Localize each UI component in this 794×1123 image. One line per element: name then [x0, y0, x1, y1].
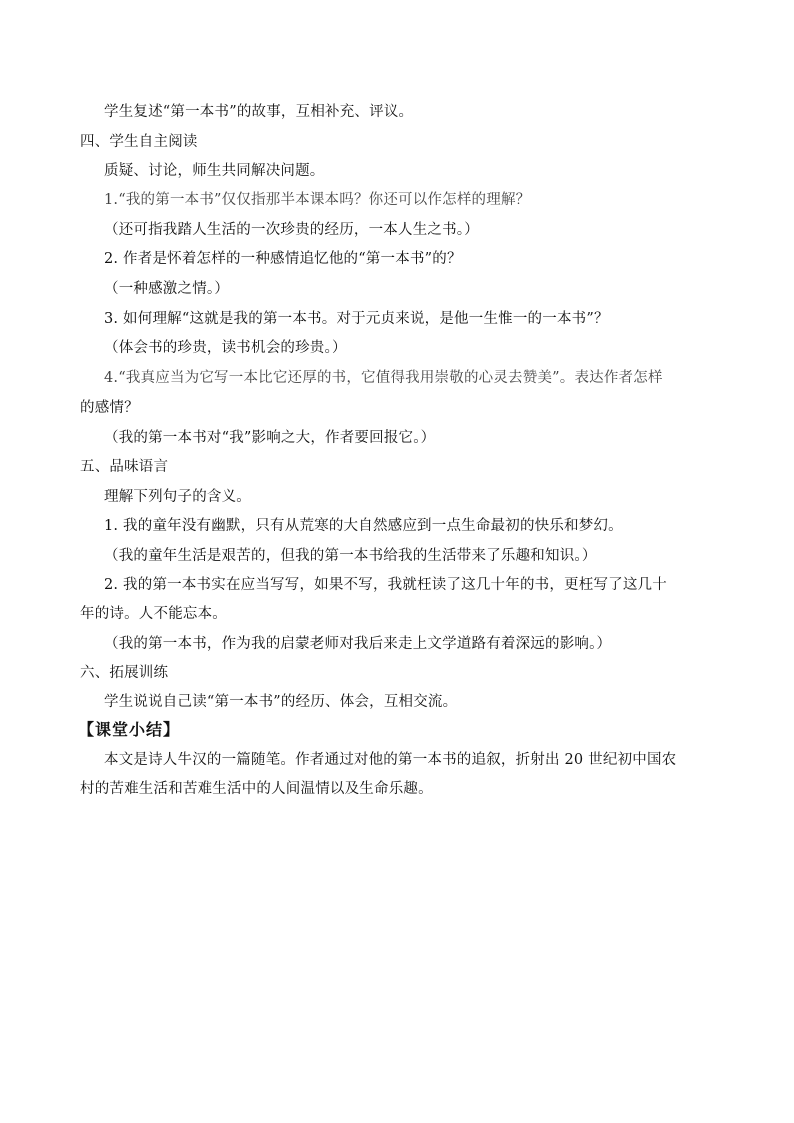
question-line: 1. 我的童年没有幽默，只有从荒寒的大自然感应到一点生命最初的快乐和梦幻。	[104, 518, 623, 534]
text-line: 质疑、讨论，师生共同解决问题。	[104, 163, 325, 179]
text-line: 学生复述“第一本书”的故事，互相补充、评议。	[104, 104, 414, 120]
answer-line: （我的童年生活是艰苦的，但我的第一本书给我的生活带来了乐趣和知识。）	[104, 548, 597, 564]
summary-text-line: 村的苦难生活和苦难生活中的人间温情以及生命乐趣。	[80, 781, 433, 797]
summary-heading: 【课堂小结】	[78, 720, 181, 739]
text-line: 理解下列句子的含义。	[104, 489, 251, 505]
question-line-continued: 的感情？	[80, 400, 139, 416]
answer-line: （一种感激之情。）	[104, 281, 230, 297]
section-heading: 五、品味语言	[80, 459, 169, 475]
question-line: 1.“我的第一本书”仅仅指那半本课本吗？你还可以作怎样的理解？	[104, 192, 531, 208]
answer-line: （我的第一本书，作为我的启蒙老师对我后来走上文学道路有着深远的影响。）	[104, 636, 612, 652]
text-line: 学生说说自己读“第一本书”的经历、体会，互相交流。	[104, 694, 458, 710]
question-line: 2. 我的第一本书实在应当写写，如果不写，我就枉读了这几十年的书，更枉写了这几十	[104, 577, 667, 593]
summary-text-line: 本文是诗人牛汉的一篇随笔。作者通过对他的第一本书的追叙，折射出 20 世纪初中国农	[104, 752, 677, 768]
answer-line: （我的第一本书对“我”影响之大，作者要回报它。）	[104, 430, 436, 446]
question-line-continued: 年的诗。人不能忘本。	[80, 606, 227, 622]
answer-line: （还可指我踏人生活的一次珍贵的经历，一本人生之书。）	[104, 222, 479, 238]
answer-line: （体会书的珍贵，读书机会的珍贵。）	[104, 340, 347, 356]
question-line: 3. 如何理解“这就是我的第一本书。对于元贞来说，是他一生惟一的一本书”？	[104, 311, 609, 327]
question-line: 2. 作者是怀着怎样的一种感情追忆他的“第一本书”的？	[104, 251, 462, 267]
question-line: 4.“我真应当为它写一本比它还厚的书，它值得我用崇敬的心灵去赞美”。表达作者怎样	[104, 370, 663, 386]
section-heading: 四、学生自主阅读	[80, 134, 198, 150]
section-heading: 六、拓展训练	[80, 665, 169, 681]
